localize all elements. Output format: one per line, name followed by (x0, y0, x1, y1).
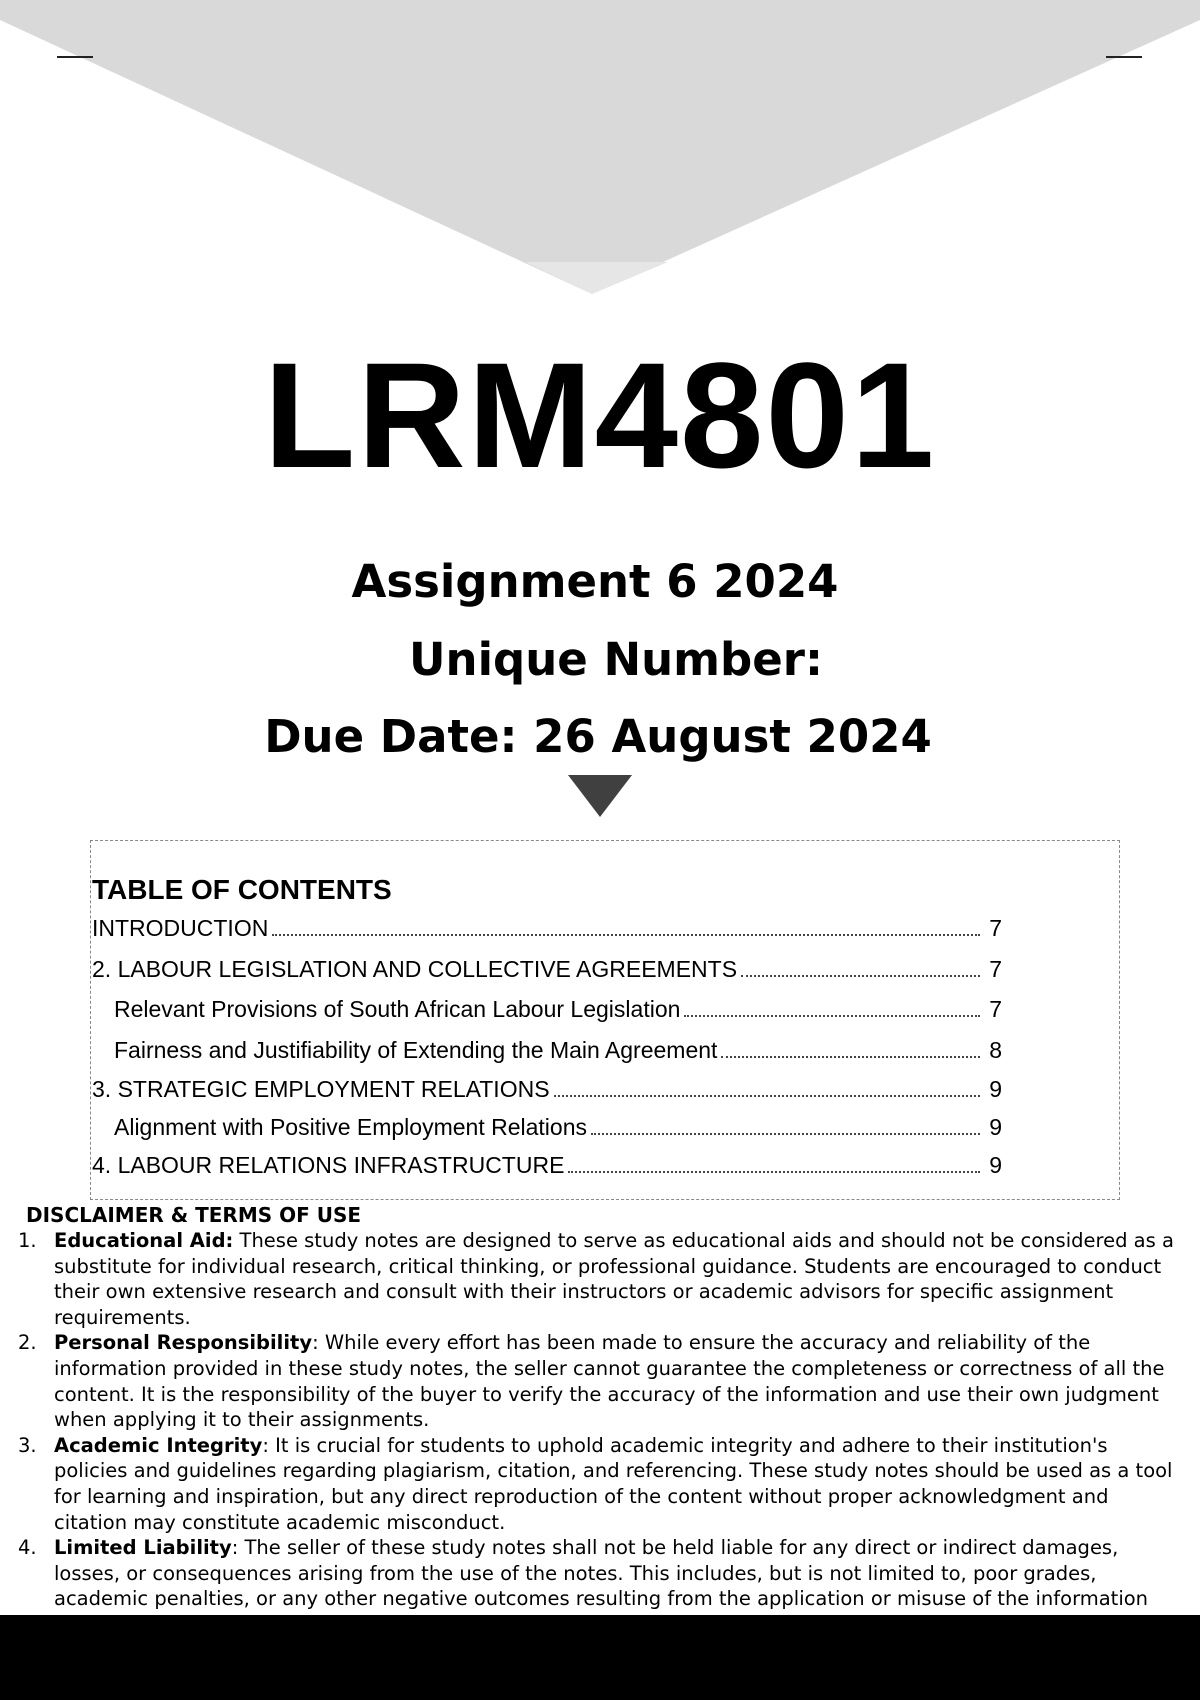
disclaimer-item-text: : While every effort has been made to ensure the accuracy and reliability of the information provided in these study notes, the seller cannot guarantee the completeness or correctness of all the content. It is the responsibility of the buyer to verify the accuracy of the information and use their own judgment when applying it to their assignments. (54, 1331, 1165, 1432)
due-date: Due Date: 26 August 2024 (264, 710, 932, 763)
disclaimer-item (0, 1330, 1200, 1432)
toc-entry-label: 4. LABOUR RELATIONS INFRASTRUCTURE (92, 1152, 565, 1178)
banner-graphic (0, 0, 1200, 300)
assignment-title: Assignment 6 2024 (351, 555, 839, 608)
disclaimer-item-number: 2. (18, 1331, 37, 1355)
toc-leader (684, 1015, 980, 1017)
toc-entry-page: 9 (989, 1114, 1002, 1140)
disclaimer-item-text: These study notes are designed to serve as educational aids and should not be considered as a substitute for individual research, critical thinking, or professional guidance. Students are encouraged to conduct their own extensive research and consult with their instructors or academic advisors for specific assignment requirements. (54, 1229, 1174, 1329)
toc-entry-label: INTRODUCTION (92, 915, 269, 941)
toc-entry-label: Alignment with Positive Employment Relations (114, 1114, 587, 1140)
disclaimer-item (0, 1433, 1200, 1535)
toc-leader (272, 934, 980, 936)
table-of-contents (90, 840, 1120, 1200)
toc-entry[interactable] (92, 908, 1002, 942)
disclaimer-item-heading: Academic Integrity (54, 1433, 263, 1457)
toc-entry-page: 7 (989, 996, 1002, 1022)
toc-entry[interactable] (114, 1030, 1002, 1064)
disclaimer-item-number: 1. (18, 1229, 37, 1252)
toc-entry-label: 2. LABOUR LEGISLATION AND COLLECTIVE AGREEMENTS (92, 956, 738, 982)
disclaimer-item-text: : It is crucial for students to uphold academic integrity and adhere to their institution's policies and guidelines regarding plagiarism, citation, and referencing. These study notes should be used as a tool for learning and inspiration, but any direct reproduction of the content without proper acknowledgment and citation may constitute academic misconduct. (54, 1433, 1173, 1534)
toc-entry-page: 9 (989, 1152, 1002, 1178)
disclaimer-item (0, 1535, 1200, 1612)
disclaimer-item (0, 1228, 1200, 1330)
toc-entry-page: 8 (989, 1037, 1002, 1063)
toc-leader (554, 1095, 980, 1097)
disclaimer-item-number: 4. (18, 1536, 37, 1560)
disclaimer-item-heading: Limited Liability (54, 1536, 232, 1560)
toc-entry-label: 3. STRATEGIC EMPLOYMENT RELATIONS (92, 1076, 550, 1102)
toc-leader (591, 1133, 980, 1135)
toc-entry-page: 9 (989, 1076, 1002, 1102)
disclaimer-title: DISCLAIMER & TERMS OF USE (26, 1203, 362, 1227)
disclaimer-list (0, 1228, 1200, 1612)
toc-entry-page: 7 (989, 915, 1002, 941)
toc-entry-page: 7 (989, 956, 1002, 982)
toc-leader (568, 1171, 980, 1173)
disclaimer-item-heading: Educational Aid: (54, 1229, 234, 1252)
toc-entry-label: Relevant Provisions of South African Labour Legislation (114, 996, 681, 1022)
bottom-black-bar (0, 1615, 1200, 1700)
course-code: LRM4801 (263, 331, 937, 499)
corner-rule-right (1106, 56, 1142, 58)
toc-entry-label: Fairness and Justifiability of Extending the Main Agreement (114, 1037, 718, 1063)
down-arrow-icon (568, 775, 632, 817)
toc-entry[interactable] (114, 989, 1002, 1023)
disclaimer-item-number: 3. (18, 1433, 37, 1457)
toc-title: TABLE OF CONTENTS (92, 874, 392, 905)
toc-leader (741, 975, 980, 977)
disclaimer-item-text: : The seller of these study notes shall not be held liable for any direct or indirect damages, losses, or consequences arising from the use of the notes. This includes, but is not limited to, poor grades, academic penalties, or any other negative outcomes resulting from the application or misuse of the information (54, 1536, 1149, 1611)
corner-rule-left (57, 56, 93, 58)
disclaimer-item-heading: Personal Responsibility (54, 1331, 313, 1355)
toc-entry[interactable] (92, 1145, 1002, 1179)
toc-entry[interactable] (114, 1107, 1002, 1141)
toc-entry[interactable] (92, 949, 1002, 983)
toc-entry[interactable] (92, 1069, 1002, 1103)
toc-leader (721, 1056, 980, 1058)
unique-number: Unique Number: (409, 633, 823, 686)
